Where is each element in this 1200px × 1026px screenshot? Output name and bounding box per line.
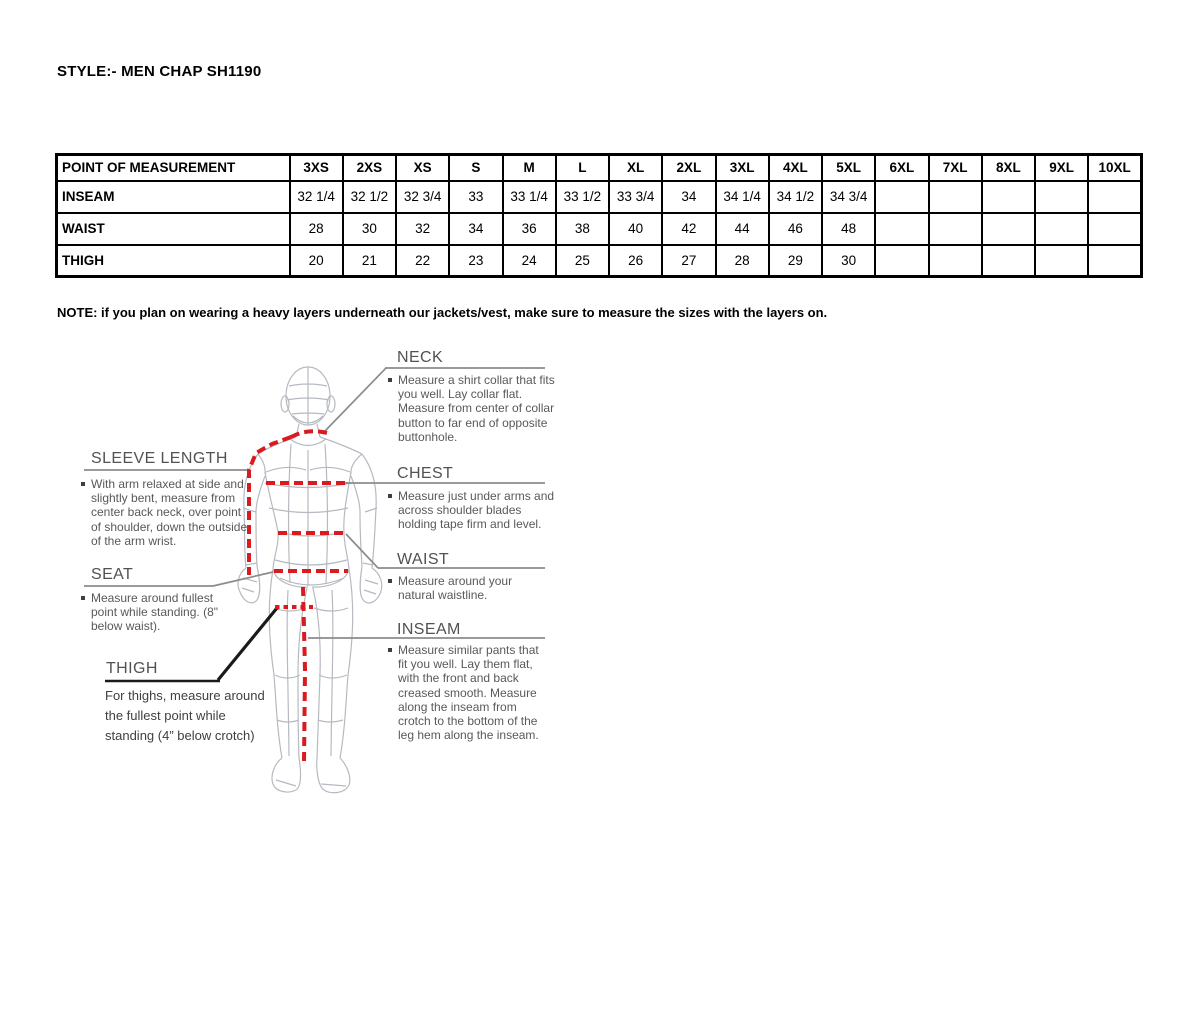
size-value-cell: 46 bbox=[769, 213, 822, 245]
size-value-cell bbox=[1088, 181, 1141, 213]
size-value-cell: 25 bbox=[556, 245, 609, 277]
size-value-cell bbox=[875, 245, 928, 277]
header-size-4xl: 4XL bbox=[769, 155, 822, 181]
neck-measure-line bbox=[291, 431, 327, 437]
size-value-cell: 28 bbox=[290, 213, 343, 245]
neck-heading: NECK bbox=[397, 349, 444, 366]
page-title: STYLE:- MEN CHAP SH1190 bbox=[57, 63, 262, 80]
size-value-cell: 36 bbox=[503, 213, 556, 245]
header-size-xl: XL bbox=[609, 155, 662, 181]
size-value-cell: 22 bbox=[396, 245, 449, 277]
bullet-icon bbox=[388, 378, 392, 382]
size-value-cell: 32 1/4 bbox=[290, 181, 343, 213]
size-value-cell: 48 bbox=[822, 213, 875, 245]
inseam-heading: INSEAM bbox=[397, 621, 461, 638]
inseam-measure-line bbox=[303, 587, 305, 763]
header-size-l: L bbox=[556, 155, 609, 181]
chest-heading: CHEST bbox=[397, 465, 454, 482]
header-size-2xs: 2XS bbox=[343, 155, 396, 181]
row-label: INSEAM bbox=[57, 181, 290, 213]
size-value-cell bbox=[982, 213, 1035, 245]
table-header-row bbox=[57, 155, 1142, 181]
header-size-2xl: 2XL bbox=[662, 155, 715, 181]
size-value-cell: 33 3/4 bbox=[609, 181, 662, 213]
size-value-cell: 32 3/4 bbox=[396, 181, 449, 213]
size-value-cell bbox=[1035, 245, 1088, 277]
note-text: NOTE: if you plan on wearing a heavy layers underneath our jackets/vest, make sure to measure the sizes with the layers on. bbox=[57, 305, 828, 320]
size-value-cell: 30 bbox=[343, 213, 396, 245]
table-row-waist bbox=[57, 213, 1142, 245]
size-value-cell: 34 1/2 bbox=[769, 181, 822, 213]
header-size-10xl: 10XL bbox=[1088, 155, 1141, 181]
row-label: THIGH bbox=[57, 245, 290, 277]
sleeve-length-description: With arm relaxed at side and slightly bent, measure from center back neck, over point of shoulder, down the outside of the arm wrist. bbox=[91, 477, 249, 548]
header-size-6xl: 6XL bbox=[875, 155, 928, 181]
size-value-cell: 20 bbox=[290, 245, 343, 277]
thigh-heading: THIGH bbox=[106, 660, 158, 677]
header-size-8xl: 8XL bbox=[982, 155, 1035, 181]
size-value-cell: 34 bbox=[449, 213, 502, 245]
size-value-cell: 33 1/4 bbox=[503, 181, 556, 213]
size-table bbox=[55, 153, 1143, 278]
header-size-s: S bbox=[449, 155, 502, 181]
size-table-wrapper bbox=[55, 153, 1143, 278]
bullet-icon bbox=[388, 579, 392, 583]
seat-heading: SEAT bbox=[91, 566, 134, 583]
thigh-connector bbox=[218, 608, 277, 680]
measurement-diagram bbox=[60, 340, 620, 820]
size-value-cell: 23 bbox=[449, 245, 502, 277]
size-value-cell bbox=[929, 245, 982, 277]
size-value-cell: 32 1/2 bbox=[343, 181, 396, 213]
sleeve-measure-line bbox=[249, 437, 291, 575]
header-size-3xs: 3XS bbox=[290, 155, 343, 181]
chest-description: Measure just under arms and across shoulder blades holding tape firm and level. bbox=[398, 489, 556, 532]
header-size-xs: XS bbox=[396, 155, 449, 181]
size-value-cell bbox=[875, 213, 928, 245]
size-value-cell: 38 bbox=[556, 213, 609, 245]
table-row-thigh bbox=[57, 245, 1142, 277]
size-value-cell bbox=[982, 245, 1035, 277]
waist-description: Measure around your natural waistline. bbox=[398, 574, 538, 602]
bullet-icon bbox=[388, 494, 392, 498]
thigh-description: For thighs, measure around the fullest point while standing (4” below crotch) bbox=[105, 688, 265, 743]
size-value-cell bbox=[1088, 213, 1141, 245]
header-point-of-measurement: POINT OF MEASUREMENT bbox=[57, 155, 290, 181]
size-value-cell bbox=[1035, 213, 1088, 245]
size-value-cell: 27 bbox=[662, 245, 715, 277]
size-value-cell: 34 3/4 bbox=[822, 181, 875, 213]
size-value-cell: 26 bbox=[609, 245, 662, 277]
size-value-cell bbox=[1035, 181, 1088, 213]
bullet-icon bbox=[81, 482, 85, 486]
header-size-m: M bbox=[503, 155, 556, 181]
table-row-inseam bbox=[57, 181, 1142, 213]
bullet-icon bbox=[81, 596, 85, 600]
size-value-cell bbox=[982, 181, 1035, 213]
size-value-cell: 33 bbox=[449, 181, 502, 213]
size-value-cell: 42 bbox=[662, 213, 715, 245]
header-size-3xl: 3XL bbox=[716, 155, 769, 181]
size-value-cell: 33 1/2 bbox=[556, 181, 609, 213]
bullet-icon bbox=[388, 648, 392, 652]
seat-connector bbox=[213, 572, 273, 586]
size-value-cell: 44 bbox=[716, 213, 769, 245]
size-value-cell: 29 bbox=[769, 245, 822, 277]
size-value-cell bbox=[1088, 245, 1141, 277]
size-value-cell bbox=[875, 181, 928, 213]
row-label: WAIST bbox=[57, 213, 290, 245]
neck-description: Measure a shirt collar that fits you well. Lay collar flat. Measure from center of collar button to far end of opposite buttonhole. bbox=[398, 373, 558, 444]
size-value-cell: 21 bbox=[343, 245, 396, 277]
inseam-description: Measure similar pants that fit you well. Lay them flat, with the front and back creased smooth. Measure along the inseam from crotch to the bottom of the leg hem along the inseam. bbox=[398, 643, 550, 742]
size-value-cell: 40 bbox=[609, 213, 662, 245]
size-value-cell: 34 1/4 bbox=[716, 181, 769, 213]
size-value-cell: 28 bbox=[716, 245, 769, 277]
size-value-cell: 32 bbox=[396, 213, 449, 245]
size-value-cell bbox=[929, 181, 982, 213]
size-value-cell: 30 bbox=[822, 245, 875, 277]
header-size-5xl: 5XL bbox=[822, 155, 875, 181]
size-value-cell: 24 bbox=[503, 245, 556, 277]
size-value-cell: 34 bbox=[662, 181, 715, 213]
seat-description: Measure around fullest point while standing. (8" below waist). bbox=[91, 591, 223, 634]
waist-heading: WAIST bbox=[397, 551, 450, 568]
header-size-9xl: 9XL bbox=[1035, 155, 1088, 181]
sleeve-length-heading: SLEEVE LENGTH bbox=[91, 450, 228, 467]
header-size-7xl: 7XL bbox=[929, 155, 982, 181]
size-value-cell bbox=[929, 213, 982, 245]
